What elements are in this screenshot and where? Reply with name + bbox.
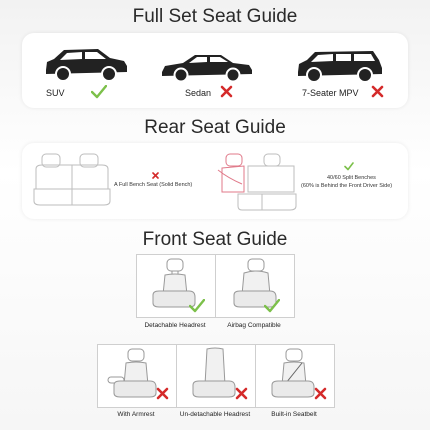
mpv-icon (295, 46, 385, 84)
solid-bench-label: A Full Bench Seat (Solid Bench) (114, 182, 193, 188)
suv-icon (40, 44, 132, 84)
front-seat-card (136, 254, 216, 318)
sedan-icon (159, 52, 255, 84)
front-seat-card (255, 344, 335, 408)
front-seat-card (97, 344, 177, 408)
detachable-headrest-label: Detachable Headrest (144, 322, 206, 329)
front-seat-card (176, 344, 256, 408)
check-icon (344, 162, 354, 171)
sedan-label: Sedan (185, 88, 212, 98)
split-bench-label-line2: (60% is Behind the Front Driver Side) (301, 183, 393, 189)
split-bench-label-line1: 40/60 Split Benches (327, 175, 376, 181)
cross-icon (235, 387, 248, 400)
front-title: Front Seat Guide (142, 229, 288, 250)
check-icon (91, 85, 107, 99)
full-set-title: Full Set Seat Guide (132, 6, 298, 27)
cross-icon (156, 387, 169, 400)
suv-label: SUV (46, 88, 65, 98)
check-icon (189, 299, 205, 313)
undetachable-headrest-label: Un-detachable Headrest (179, 411, 251, 418)
rear-title: Rear Seat Guide (144, 117, 286, 138)
built-in-seatbelt-label: Built-in Seatbelt (271, 411, 317, 418)
solid-bench-seat-icon (32, 149, 112, 211)
front-seat-card (215, 254, 295, 318)
cross-icon (371, 85, 384, 98)
with-armrest-label: With Armrest (117, 411, 155, 418)
cross-icon (220, 85, 233, 98)
airbag-seat-icon (216, 255, 294, 317)
cross-icon (152, 172, 159, 179)
mpv-label: 7-Seater MPV (302, 88, 359, 98)
cross-icon (314, 387, 327, 400)
split-bench-seat-icon (214, 148, 300, 214)
airbag-compatible-label: Airbag Compatible (227, 322, 281, 329)
check-icon (264, 299, 280, 313)
